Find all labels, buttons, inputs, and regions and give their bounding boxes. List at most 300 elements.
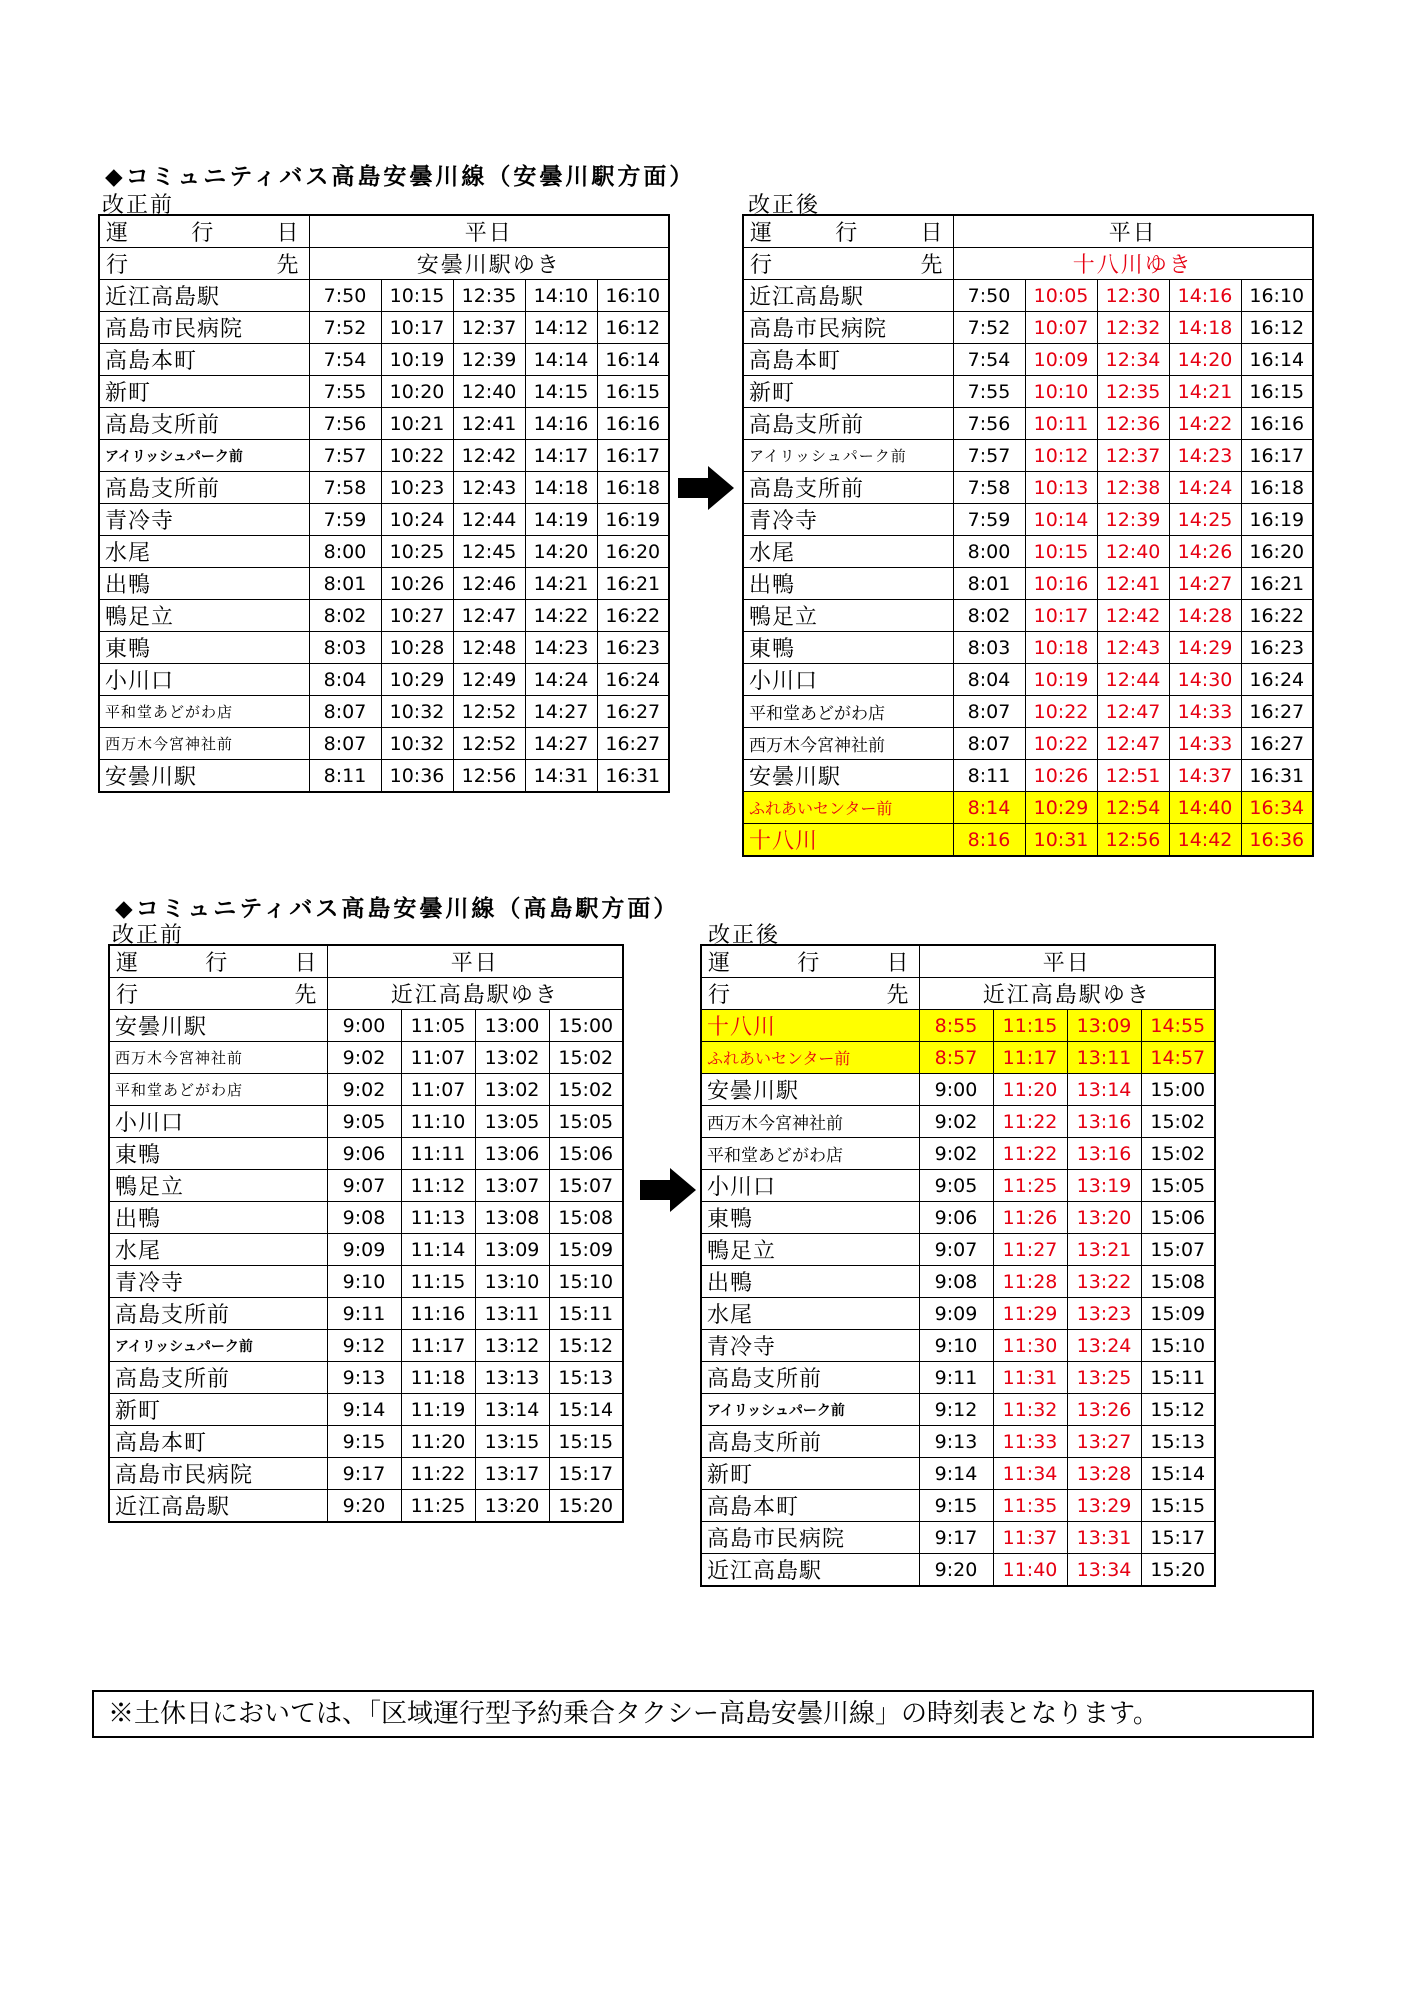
departure-time: 13:27 xyxy=(1067,1426,1141,1458)
departure-time: 14:37 xyxy=(1169,760,1241,792)
stop-name: ふれあいセンター前 xyxy=(743,792,953,824)
table-row xyxy=(743,440,1313,472)
departure-time: 16:15 xyxy=(597,376,669,408)
departure-time: 9:12 xyxy=(327,1330,401,1362)
departure-time: 13:13 xyxy=(475,1362,549,1394)
departure-time: 12:37 xyxy=(1097,440,1169,472)
departure-time: 8:57 xyxy=(919,1042,993,1074)
table-row xyxy=(109,1202,623,1234)
departure-time: 10:16 xyxy=(1025,568,1097,600)
departure-time: 11:15 xyxy=(401,1266,475,1298)
departure-time: 8:01 xyxy=(309,568,381,600)
departure-time: 15:07 xyxy=(1141,1234,1215,1266)
stop-name: 近江高島駅 xyxy=(701,1554,919,1587)
stop-name: 東鴨 xyxy=(701,1202,919,1234)
departure-time: 15:12 xyxy=(549,1330,623,1362)
stop-name: 西万木今宮神社前 xyxy=(701,1106,919,1138)
departure-time: 13:11 xyxy=(1067,1042,1141,1074)
departure-time: 14:16 xyxy=(525,408,597,440)
destination-char: 行 xyxy=(708,983,731,1008)
table-row xyxy=(99,760,669,793)
departure-time: 12:47 xyxy=(1097,728,1169,760)
departure-time: 14:21 xyxy=(1169,376,1241,408)
departure-time: 11:05 xyxy=(401,1010,475,1042)
stop-name: 高島支所前 xyxy=(99,408,309,440)
departure-time: 12:54 xyxy=(1097,792,1169,824)
table-row xyxy=(99,728,669,760)
operation-day-char: 行 xyxy=(797,951,820,976)
departure-time: 13:05 xyxy=(475,1106,549,1138)
departure-time: 12:42 xyxy=(453,440,525,472)
table-row xyxy=(701,1010,1215,1042)
departure-time: 9:07 xyxy=(919,1234,993,1266)
departure-time: 16:31 xyxy=(1241,760,1313,792)
departure-time: 13:16 xyxy=(1067,1138,1141,1170)
departure-time: 13:19 xyxy=(1067,1170,1141,1202)
departure-time: 12:52 xyxy=(453,696,525,728)
destination-label-text xyxy=(116,978,327,1009)
departure-time: 15:15 xyxy=(1141,1490,1215,1522)
departure-time: 14:24 xyxy=(525,664,597,696)
section2-after-label: 改正後 xyxy=(708,923,781,948)
departure-time: 13:23 xyxy=(1067,1298,1141,1330)
departure-time: 15:07 xyxy=(549,1170,623,1202)
departure-time: 10:12 xyxy=(1025,440,1097,472)
departure-time: 10:19 xyxy=(1025,664,1097,696)
stop-name: 新町 xyxy=(743,376,953,408)
departure-time: 11:19 xyxy=(401,1394,475,1426)
departure-time: 14:24 xyxy=(1169,472,1241,504)
departure-time: 13:09 xyxy=(475,1234,549,1266)
departure-time: 13:12 xyxy=(475,1330,549,1362)
departure-time: 15:10 xyxy=(1141,1330,1215,1362)
departure-time: 9:10 xyxy=(327,1266,401,1298)
departure-time: 15:05 xyxy=(549,1106,623,1138)
departure-time: 16:27 xyxy=(1241,728,1313,760)
right-arrow-icon xyxy=(678,466,734,510)
departure-time: 13:25 xyxy=(1067,1362,1141,1394)
table-row xyxy=(743,824,1313,857)
departure-time: 16:27 xyxy=(1241,696,1313,728)
departure-time: 14:25 xyxy=(1169,504,1241,536)
table-row xyxy=(743,600,1313,632)
destination-label-text xyxy=(106,248,309,279)
departure-time: 16:17 xyxy=(597,440,669,472)
stop-name: 水尾 xyxy=(743,536,953,568)
departure-time: 10:32 xyxy=(381,728,453,760)
section1-after-label: 改正後 xyxy=(748,193,821,218)
departure-time: 16:23 xyxy=(1241,632,1313,664)
departure-time: 13:07 xyxy=(475,1170,549,1202)
departure-time: 10:13 xyxy=(1025,472,1097,504)
table-row xyxy=(99,504,669,536)
departure-time: 9:20 xyxy=(919,1554,993,1587)
header-row-day xyxy=(701,945,1215,978)
stop-name: アイリッシュパーク前 xyxy=(743,440,953,472)
table-row xyxy=(743,728,1313,760)
stop-name: 安曇川駅 xyxy=(743,760,953,792)
departure-time: 9:15 xyxy=(919,1490,993,1522)
stop-name: 高島支所前 xyxy=(109,1362,327,1394)
stop-name: 近江高島駅 xyxy=(109,1490,327,1523)
departure-time: 13:00 xyxy=(475,1010,549,1042)
departure-time: 12:36 xyxy=(1097,408,1169,440)
departure-time: 10:19 xyxy=(381,344,453,376)
stop-name: ふれあいセンター前 xyxy=(701,1042,919,1074)
table-row xyxy=(743,312,1313,344)
departure-time: 12:40 xyxy=(453,376,525,408)
departure-time: 15:02 xyxy=(1141,1106,1215,1138)
operation-day-value: 平日 xyxy=(327,945,623,978)
departure-time: 16:27 xyxy=(597,728,669,760)
table-row xyxy=(743,376,1313,408)
departure-time: 15:08 xyxy=(1141,1266,1215,1298)
table-row xyxy=(701,1234,1215,1266)
departure-time: 13:15 xyxy=(475,1426,549,1458)
table-row xyxy=(109,1042,623,1074)
departure-time: 10:24 xyxy=(381,504,453,536)
departure-time: 8:03 xyxy=(309,632,381,664)
departure-time: 7:59 xyxy=(309,504,381,536)
departure-time: 12:30 xyxy=(1097,280,1169,312)
stop-name: 新町 xyxy=(99,376,309,408)
departure-time: 16:31 xyxy=(597,760,669,793)
departure-time: 10:17 xyxy=(381,312,453,344)
departure-time: 16:10 xyxy=(1241,280,1313,312)
stop-name: 出鴨 xyxy=(109,1202,327,1234)
departure-time: 9:00 xyxy=(919,1074,993,1106)
destination-label xyxy=(109,978,327,1010)
departure-time: 14:27 xyxy=(1169,568,1241,600)
departure-time: 14:27 xyxy=(525,728,597,760)
departure-time: 16:22 xyxy=(1241,600,1313,632)
departure-time: 12:41 xyxy=(453,408,525,440)
operation-day-value: 平日 xyxy=(309,215,669,248)
table-row xyxy=(743,568,1313,600)
section1-before-table xyxy=(98,214,670,793)
departure-time: 9:08 xyxy=(919,1266,993,1298)
departure-time: 13:10 xyxy=(475,1266,549,1298)
departure-time: 13:02 xyxy=(475,1042,549,1074)
destination-label-text xyxy=(708,978,919,1009)
departure-time: 8:07 xyxy=(953,728,1025,760)
departure-time: 9:20 xyxy=(327,1490,401,1523)
table-row xyxy=(701,1426,1215,1458)
operation-day-value: 平日 xyxy=(919,945,1215,978)
stop-name: 鴨足立 xyxy=(99,600,309,632)
stop-name: 出鴨 xyxy=(99,568,309,600)
table-row xyxy=(109,1362,623,1394)
departure-time: 11:25 xyxy=(401,1490,475,1523)
table-row xyxy=(743,760,1313,792)
stop-name: 高島支所前 xyxy=(99,472,309,504)
departure-time: 14:14 xyxy=(525,344,597,376)
departure-time: 8:11 xyxy=(309,760,381,793)
departure-time: 8:00 xyxy=(309,536,381,568)
table-row xyxy=(743,344,1313,376)
stop-name: 十八川 xyxy=(743,824,953,857)
operation-day-char: 運 xyxy=(750,221,773,246)
departure-time: 16:36 xyxy=(1241,824,1313,857)
stop-name: 高島本町 xyxy=(109,1426,327,1458)
departure-time: 8:01 xyxy=(953,568,1025,600)
departure-time: 11:35 xyxy=(993,1490,1067,1522)
departure-time: 13:11 xyxy=(475,1298,549,1330)
stop-name: 高島支所前 xyxy=(701,1362,919,1394)
departure-time: 8:11 xyxy=(953,760,1025,792)
departure-time: 10:31 xyxy=(1025,824,1097,857)
operation-day-char: 日 xyxy=(276,221,299,246)
departure-time: 14:23 xyxy=(1169,440,1241,472)
departure-time: 9:10 xyxy=(919,1330,993,1362)
table-row xyxy=(701,1138,1215,1170)
table-row xyxy=(701,1106,1215,1138)
departure-time: 8:07 xyxy=(953,696,1025,728)
departure-time: 11:11 xyxy=(401,1138,475,1170)
destination-char: 行 xyxy=(750,253,773,278)
departure-time: 9:09 xyxy=(327,1234,401,1266)
departure-time: 10:21 xyxy=(381,408,453,440)
stop-name: 水尾 xyxy=(109,1234,327,1266)
stop-name: 近江高島駅 xyxy=(99,280,309,312)
departure-time: 12:47 xyxy=(1097,696,1169,728)
stop-name: 安曇川駅 xyxy=(99,760,309,793)
operation-day-char: 運 xyxy=(708,951,731,976)
table-row xyxy=(99,312,669,344)
departure-time: 16:16 xyxy=(597,408,669,440)
departure-time: 10:11 xyxy=(1025,408,1097,440)
table-row xyxy=(99,280,669,312)
operation-day-char: 運 xyxy=(116,951,139,976)
departure-time: 16:19 xyxy=(1241,504,1313,536)
stop-name: 安曇川駅 xyxy=(109,1010,327,1042)
departure-time: 15:17 xyxy=(549,1458,623,1490)
departure-time: 13:17 xyxy=(475,1458,549,1490)
departure-time: 8:00 xyxy=(953,536,1025,568)
departure-time: 10:29 xyxy=(1025,792,1097,824)
table-row xyxy=(109,1170,623,1202)
departure-time: 10:23 xyxy=(381,472,453,504)
departure-time: 13:02 xyxy=(475,1074,549,1106)
operation-day-char: 運 xyxy=(106,221,129,246)
table-row xyxy=(99,408,669,440)
departure-time: 9:13 xyxy=(327,1362,401,1394)
stop-name: 西万木今宮神社前 xyxy=(99,728,309,760)
section2-before-table xyxy=(108,944,624,1523)
table-row xyxy=(701,1522,1215,1554)
departure-time: 11:18 xyxy=(401,1362,475,1394)
departure-time: 7:57 xyxy=(953,440,1025,472)
departure-time: 12:51 xyxy=(1097,760,1169,792)
stop-name: 東鴨 xyxy=(99,632,309,664)
destination-char: 先 xyxy=(920,253,943,278)
departure-time: 11:22 xyxy=(993,1138,1067,1170)
departure-time: 8:03 xyxy=(953,632,1025,664)
table-row xyxy=(743,536,1313,568)
departure-time: 12:46 xyxy=(453,568,525,600)
departure-time: 14:20 xyxy=(525,536,597,568)
departure-time: 7:54 xyxy=(953,344,1025,376)
departure-time: 9:12 xyxy=(919,1394,993,1426)
departure-time: 16:10 xyxy=(597,280,669,312)
operation-day-label-text xyxy=(116,946,327,977)
stop-name: 平和堂あどがわ店 xyxy=(701,1138,919,1170)
destination-label-text xyxy=(750,248,953,279)
departure-time: 7:57 xyxy=(309,440,381,472)
destination-value: 近江高島駅ゆき xyxy=(327,978,623,1010)
table-row xyxy=(701,1394,1215,1426)
departure-time: 13:29 xyxy=(1067,1490,1141,1522)
table-row xyxy=(743,280,1313,312)
departure-time: 13:34 xyxy=(1067,1554,1141,1587)
departure-time: 9:02 xyxy=(327,1042,401,1074)
stop-name: 青冷寺 xyxy=(743,504,953,536)
stop-name: 出鴨 xyxy=(743,568,953,600)
departure-time: 11:31 xyxy=(993,1362,1067,1394)
departure-time: 12:35 xyxy=(1097,376,1169,408)
departure-time: 11:20 xyxy=(401,1426,475,1458)
table-row xyxy=(743,632,1313,664)
departure-time: 14:33 xyxy=(1169,728,1241,760)
operation-day-char: 行 xyxy=(205,951,228,976)
table-row xyxy=(701,1298,1215,1330)
departure-time: 10:25 xyxy=(381,536,453,568)
departure-time: 11:33 xyxy=(993,1426,1067,1458)
departure-time: 10:29 xyxy=(381,664,453,696)
departure-time: 13:28 xyxy=(1067,1458,1141,1490)
departure-time: 15:14 xyxy=(549,1394,623,1426)
departure-time: 16:18 xyxy=(1241,472,1313,504)
table-row xyxy=(701,1554,1215,1587)
table-row xyxy=(99,536,669,568)
departure-time: 11:40 xyxy=(993,1554,1067,1587)
departure-time: 8:07 xyxy=(309,728,381,760)
stop-name: 青冷寺 xyxy=(99,504,309,536)
departure-time: 16:22 xyxy=(597,600,669,632)
departure-time: 9:14 xyxy=(327,1394,401,1426)
departure-time: 9:06 xyxy=(327,1138,401,1170)
departure-time: 12:49 xyxy=(453,664,525,696)
operation-day-char: 行 xyxy=(191,221,214,246)
departure-time: 9:15 xyxy=(327,1426,401,1458)
operation-day-char: 行 xyxy=(835,221,858,246)
departure-time: 16:20 xyxy=(1241,536,1313,568)
departure-time: 13:14 xyxy=(1067,1074,1141,1106)
departure-time: 14:30 xyxy=(1169,664,1241,696)
stop-name: 小川口 xyxy=(109,1106,327,1138)
departure-time: 11:20 xyxy=(993,1074,1067,1106)
departure-time: 16:21 xyxy=(1241,568,1313,600)
table-row xyxy=(743,472,1313,504)
operation-day-char: 日 xyxy=(886,951,909,976)
stop-name: 高島市民病院 xyxy=(701,1522,919,1554)
departure-time: 10:32 xyxy=(381,696,453,728)
departure-time: 14:16 xyxy=(1169,280,1241,312)
table-row xyxy=(109,1074,623,1106)
departure-time: 15:12 xyxy=(1141,1394,1215,1426)
departure-time: 10:09 xyxy=(1025,344,1097,376)
departure-time: 11:07 xyxy=(401,1074,475,1106)
departure-time: 16:14 xyxy=(597,344,669,376)
destination-char: 先 xyxy=(294,983,317,1008)
stop-name: 高島支所前 xyxy=(701,1426,919,1458)
departure-time: 11:13 xyxy=(401,1202,475,1234)
departure-time: 12:39 xyxy=(1097,504,1169,536)
table-row xyxy=(109,1266,623,1298)
departure-time: 9:08 xyxy=(327,1202,401,1234)
stop-name: 高島支所前 xyxy=(743,408,953,440)
departure-time: 12:48 xyxy=(453,632,525,664)
departure-time: 8:14 xyxy=(953,792,1025,824)
table-row xyxy=(99,568,669,600)
departure-time: 7:54 xyxy=(309,344,381,376)
departure-time: 7:52 xyxy=(309,312,381,344)
table-row xyxy=(99,696,669,728)
departure-time: 9:09 xyxy=(919,1298,993,1330)
stop-name: 新町 xyxy=(701,1458,919,1490)
departure-time: 15:14 xyxy=(1141,1458,1215,1490)
table-row xyxy=(99,440,669,472)
departure-time: 13:26 xyxy=(1067,1394,1141,1426)
departure-time: 15:09 xyxy=(1141,1298,1215,1330)
table-row xyxy=(743,504,1313,536)
departure-time: 15:02 xyxy=(549,1074,623,1106)
departure-time: 11:34 xyxy=(993,1458,1067,1490)
header-row-destination xyxy=(99,248,669,280)
departure-time: 10:22 xyxy=(1025,696,1097,728)
departure-time: 7:58 xyxy=(953,472,1025,504)
destination-char: 行 xyxy=(116,983,139,1008)
departure-time: 11:15 xyxy=(993,1010,1067,1042)
departure-time: 12:34 xyxy=(1097,344,1169,376)
departure-time: 12:56 xyxy=(453,760,525,793)
departure-time: 11:27 xyxy=(993,1234,1067,1266)
departure-time: 11:10 xyxy=(401,1106,475,1138)
header-row-day xyxy=(99,215,669,248)
departure-time: 8:04 xyxy=(953,664,1025,696)
departure-time: 12:37 xyxy=(453,312,525,344)
table-row xyxy=(701,1490,1215,1522)
departure-time: 16:20 xyxy=(597,536,669,568)
departure-time: 14:18 xyxy=(525,472,597,504)
departure-time: 11:37 xyxy=(993,1522,1067,1554)
departure-time: 9:06 xyxy=(919,1202,993,1234)
departure-time: 16:18 xyxy=(597,472,669,504)
departure-time: 14:27 xyxy=(525,696,597,728)
departure-time: 15:00 xyxy=(549,1010,623,1042)
stop-name: 高島市民病院 xyxy=(743,312,953,344)
table-row xyxy=(109,1138,623,1170)
departure-time: 12:32 xyxy=(1097,312,1169,344)
departure-time: 12:43 xyxy=(1097,632,1169,664)
departure-time: 12:43 xyxy=(453,472,525,504)
departure-time: 10:20 xyxy=(381,376,453,408)
departure-time: 15:02 xyxy=(549,1042,623,1074)
departure-time: 11:12 xyxy=(401,1170,475,1202)
section2-title: ◆コミュニティバス高島安曇川線（高島駅方面） xyxy=(115,896,680,922)
departure-time: 12:38 xyxy=(1097,472,1169,504)
departure-time: 16:23 xyxy=(597,632,669,664)
departure-time: 14:17 xyxy=(525,440,597,472)
stop-name: 平和堂あどがわ店 xyxy=(743,696,953,728)
departure-time: 13:20 xyxy=(475,1490,549,1523)
departure-time: 12:44 xyxy=(1097,664,1169,696)
departure-time: 7:56 xyxy=(953,408,1025,440)
stop-name: 新町 xyxy=(109,1394,327,1426)
departure-time: 11:25 xyxy=(993,1170,1067,1202)
table-row xyxy=(701,1362,1215,1394)
departure-time: 14:18 xyxy=(1169,312,1241,344)
